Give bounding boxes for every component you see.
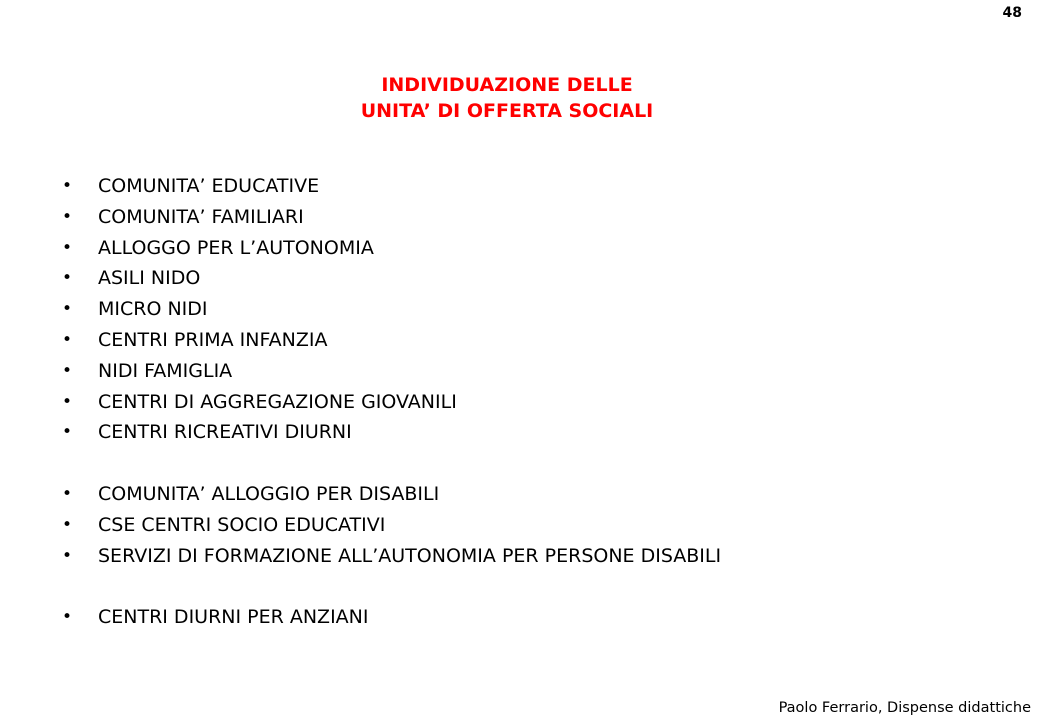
bullet-icon: • [61,607,73,628]
bullet-icon: • [61,237,73,258]
list-item-text: COMUNITA’ ALLOGGIO PER DISABILI [98,482,440,505]
list-item-text: SERVIZI DI FORMAZIONE ALL’AUTONOMIA PER PERSONE DISABILI [98,544,722,567]
list-item-text: CENTRI DIURNI PER ANZIANI [98,606,369,629]
list-item-text: CENTRI DI AGGREGAZIONE GIOVANILI [98,390,457,413]
bullet-icon: • [61,360,73,381]
list-item-text: CENTRI PRIMA INFANZIA [98,328,328,351]
bullet-icon: • [61,176,73,196]
bullet-icon: • [61,391,73,412]
slide-title-line-2: UNITA’ DI OFFERTA SOCIALI [360,100,654,122]
bullet-icon: • [61,206,73,227]
list-item-text: COMUNITA’ FAMILIARI [98,205,304,228]
bullet-icon: • [61,422,73,443]
bullet-icon: • [61,268,73,289]
slide-title-line-1: INDIVIDUAZIONE DELLE [381,74,633,96]
list-item-text: ALLOGGO PER L’AUTONOMIA [98,236,374,259]
bullet-icon: • [61,483,73,504]
list-item-text: CENTRI RICREATIVI DIURNI [98,421,352,444]
list-item-text: NIDI FAMIGLIA [98,359,233,382]
bullet-icon: • [61,299,73,320]
bullet-icon: • [61,545,73,566]
list-item-text: ASILI NIDO [98,267,201,290]
page-number: 48 [1002,5,1022,21]
footer-credit: Paolo Ferrario, Dispense didattiche [778,700,1031,716]
slide-title [0,72,1014,124]
list-item-text: CSE CENTRI SOCIO EDUCATIVI [98,513,386,536]
list-item-text: COMUNITA’ EDUCATIVE [98,175,320,197]
bullet-icon: • [61,329,73,350]
list-item-text: MICRO NIDI [98,298,208,321]
bullet-icon: • [61,514,73,535]
